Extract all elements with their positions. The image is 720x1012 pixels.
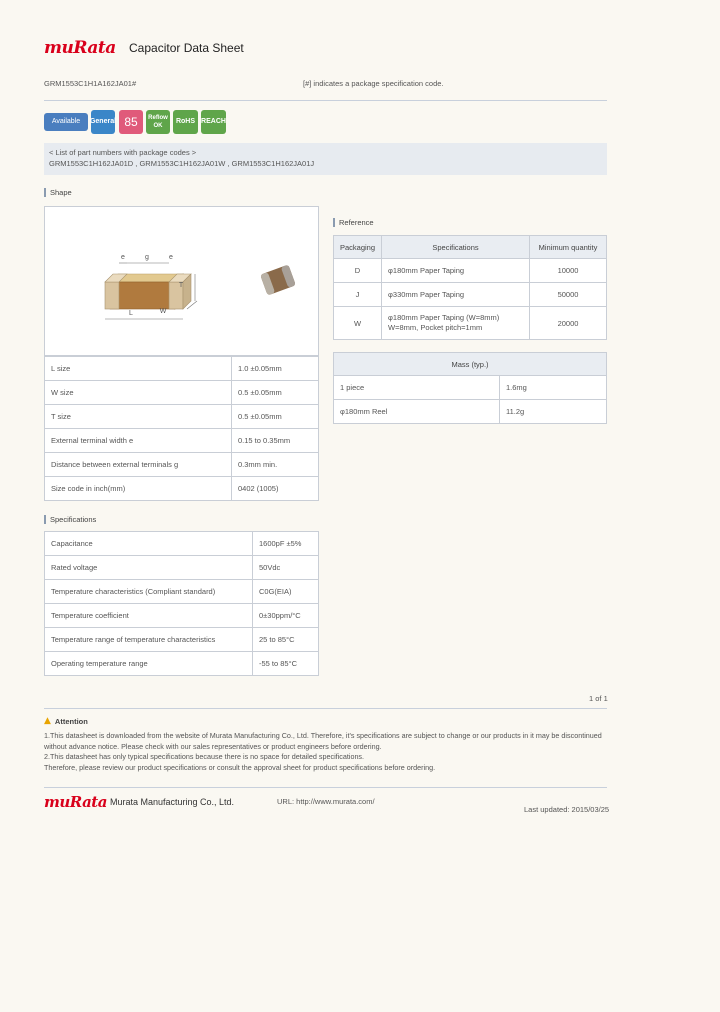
attention-line-3: 2.This datasheet has only typical specifications because there is no space for detailed specifications.	[44, 752, 365, 761]
shape-row-value: 0.15 to 0.35mm	[232, 429, 319, 453]
attention-heading: Attention	[54, 716, 88, 726]
attention-block	[44, 716, 614, 773]
col-specifications: Specifications	[382, 236, 530, 259]
attention-line-4: Therefore, please review our product specifications or consult the approval sheet for product specifications before ordering.	[44, 762, 436, 772]
attention-divider	[44, 708, 607, 709]
shape-row-value: 0.3mm min.	[232, 453, 319, 477]
shape-heading: Shape	[44, 188, 72, 197]
page-number: 1 of 1	[589, 694, 608, 703]
attention-line-2: without advance notice. Please check with our sales representatives or product engineers before ordering.	[44, 741, 382, 751]
reflow-ok-badge	[146, 110, 170, 134]
shape-row	[45, 453, 319, 477]
mass-heading: Mass (typ.)	[334, 353, 607, 376]
shape-dimensions-table	[44, 356, 319, 501]
col-packaging: Packaging	[334, 236, 382, 259]
spec-row-value: -55 to 85°C	[253, 652, 319, 676]
spec-row-label: Capacitance	[45, 532, 253, 556]
header-divider	[44, 100, 607, 101]
capacitor-photo	[260, 265, 296, 296]
shape-row	[45, 381, 319, 405]
shape-row-value: 0.5 ±0.05mm	[232, 405, 319, 429]
spec-row-value: 1600pF ±5%	[253, 532, 319, 556]
footer-murata-logo: muRata	[44, 793, 107, 811]
mass-row-label: 1 piece	[334, 376, 500, 400]
shape-row-label: T size	[45, 405, 232, 429]
ref-minimum-quantity: 10000	[530, 259, 607, 283]
footer-divider	[44, 787, 607, 788]
spec-row	[45, 532, 319, 556]
dim-l-label: L	[129, 310, 133, 317]
spec-row-label: Temperature characteristics (Compliant standard)	[45, 580, 253, 604]
reference-header-row	[334, 236, 607, 259]
shape-row-value: 0402 (1005)	[232, 477, 319, 501]
spec-row	[45, 604, 319, 628]
package-list-heading: < List of part numbers with package codes >	[49, 148, 197, 157]
package-list-parts: GRM1553C1H162JA01D , GRM1553C1H162JA01W , GRM1553C1H162JA01J	[49, 159, 315, 168]
reference-row	[334, 307, 607, 340]
attention-line-1: 1.This datasheet is downloaded from the website of Murata Manufacturing Co., Ltd. Therefore, it's specifications are subject to change or our products in it may be discontinued	[44, 731, 602, 740]
spec-row	[45, 628, 319, 652]
mass-header-row	[334, 353, 607, 376]
spec-row-value: 25 to 85°C	[253, 628, 319, 652]
ref-packaging-code: D	[334, 259, 382, 283]
ref-minimum-quantity: 50000	[530, 283, 607, 307]
dim-e2-label: e	[169, 254, 173, 261]
mass-row-value: 11.2g	[500, 400, 607, 424]
ref-specification: φ180mm Paper Taping (W=8mm) W=8mm, Pocket pitch=1mm	[382, 307, 530, 340]
spec-row-label: Temperature coefficient	[45, 604, 253, 628]
mass-row-label: φ180mm Reel	[334, 400, 500, 424]
rohs-badge: RoHS	[173, 110, 198, 134]
shape-image-box	[44, 206, 319, 356]
part-number: GRM1553C1H1A162JA01#	[44, 79, 137, 88]
reference-heading: Reference	[333, 218, 374, 227]
spec-row-label: Operating temperature range	[45, 652, 253, 676]
reference-row	[334, 283, 607, 307]
shape-row	[45, 405, 319, 429]
reference-table	[333, 235, 607, 340]
mass-row-value: 1.6mg	[500, 376, 607, 400]
ref-packaging-code: W	[334, 307, 382, 340]
mass-table	[333, 352, 607, 424]
package-list-box	[44, 143, 607, 175]
shape-row-label: Size code in inch(mm)	[45, 477, 232, 501]
spec-row-label: Temperature range of temperature characteristics	[45, 628, 253, 652]
page-title: Capacitor Data Sheet	[129, 41, 244, 55]
murata-logo: muRata	[44, 38, 116, 58]
shape-row	[45, 429, 319, 453]
dim-g-label: g	[145, 254, 149, 261]
specifications-table	[44, 531, 319, 676]
spec-row	[45, 652, 319, 676]
ref-minimum-quantity: 20000	[530, 307, 607, 340]
package-code-note: [#] indicates a package specification code.	[303, 79, 444, 88]
spec-row-value: 0±30ppm/°C	[253, 604, 319, 628]
mass-row	[334, 400, 607, 424]
shape-row-label: W size	[45, 381, 232, 405]
shape-row-label: L size	[45, 357, 232, 381]
footer-company: Murata Manufacturing Co., Ltd.	[110, 797, 235, 807]
reach-badge: REACH	[201, 110, 226, 134]
dim-w-label: W	[159, 308, 167, 315]
shape-row	[45, 357, 319, 381]
available-badge: Available	[44, 113, 88, 131]
col-minimum-quantity: Minimum quantity	[530, 236, 607, 259]
spec-row	[45, 580, 319, 604]
reference-row	[334, 259, 607, 283]
temperature-85-badge: 85	[119, 110, 143, 134]
dim-t-label: T	[178, 282, 184, 289]
shape-row-value: 1.0 ±0.05mm	[232, 357, 319, 381]
spec-row-value: 50Vdc	[253, 556, 319, 580]
shape-row-label: Distance between external terminals g	[45, 453, 232, 477]
shape-row-value: 0.5 ±0.05mm	[232, 381, 319, 405]
reflow-ok-label: Reflow OK	[148, 115, 168, 129]
shape-row	[45, 477, 319, 501]
footer-url[interactable]: URL: http://www.murata.com/	[277, 797, 375, 806]
last-updated: Last updated: 2015/03/25	[524, 805, 610, 814]
specifications-heading: Specifications	[44, 515, 96, 524]
dim-e-label: e	[121, 254, 125, 261]
mass-row	[334, 376, 607, 400]
spec-row	[45, 556, 319, 580]
warning-icon: ▲	[44, 716, 51, 726]
ref-specification: φ180mm Paper Taping	[382, 259, 530, 283]
shape-row-label: External terminal width e	[45, 429, 232, 453]
ref-specification: φ330mm Paper Taping	[382, 283, 530, 307]
general-badge: General	[91, 110, 115, 134]
spec-row-label: Rated voltage	[45, 556, 253, 580]
capacitor-drawing	[45, 207, 318, 355]
ref-packaging-code: J	[334, 283, 382, 307]
spec-row-value: C0G(EIA)	[253, 580, 319, 604]
